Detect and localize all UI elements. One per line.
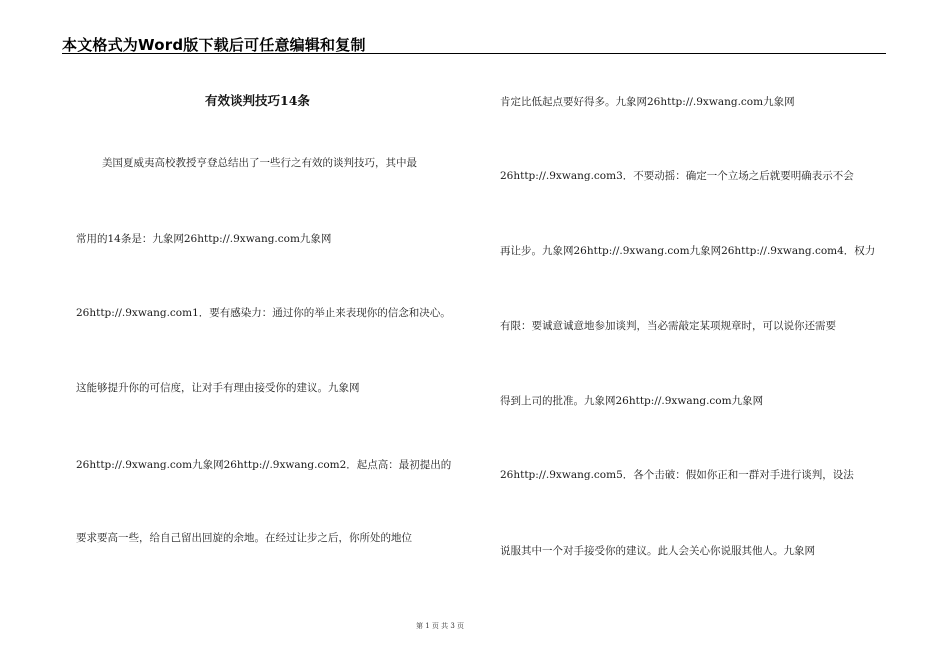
left-line-1: 美国夏威夷高校教授亨登总结出了一些行之有效的谈判技巧，其中最 — [102, 157, 417, 169]
right-line-6: 26http://.9xwang.com5．各个击破：假如你正和一群对手进行谈判，设法 — [500, 469, 854, 481]
right-line-4: 有限：要诚意诚意地参加谈判，当必需敲定某项规章时，可以说你还需要 — [500, 320, 836, 332]
left-line-6: 要求要高一些，给自己留出回旋的余地。在经过让步之后，你所处的地位 — [76, 532, 412, 544]
right-line-5: 得到上司的批准。九象网26http://.9xwang.com九象网 — [500, 395, 764, 407]
header-divider — [62, 53, 886, 54]
left-line-3: 26http://.9xwang.com1．要有感染力：通过你的举止来表现你的信念和决心。 — [76, 307, 451, 319]
page-header-text: 本文格式为Word版下载后可任意编辑和复制 — [62, 36, 366, 54]
document-title: 有效谈判技巧14条 — [205, 93, 310, 108]
page-number-footer: 第 1 页 共 3 页 — [416, 622, 465, 630]
right-line-3: 再让步。九象网26http://.9xwang.com九象网26http://.9xwang.com4．权力 — [500, 245, 876, 257]
right-line-7: 说服其中一个对手接受你的建议。此人会关心你说服其他人。九象网 — [500, 545, 815, 557]
right-line-2: 26http://.9xwang.com3．不要动摇：确定一个立场之后就要明确表示不会 — [500, 170, 854, 182]
right-line-1: 肯定比低起点要好得多。九象网26http://.9xwang.com九象网 — [500, 96, 795, 108]
left-line-5: 26http://.9xwang.com九象网26http://.9xwang.com2．起点高：最初提出的 — [76, 459, 452, 471]
left-line-4: 这能够提升你的可信度，让对手有理由接受你的建议。九象网 — [76, 382, 360, 394]
left-line-2: 常用的14条是：九象网26http://.9xwang.com九象网 — [76, 233, 332, 245]
